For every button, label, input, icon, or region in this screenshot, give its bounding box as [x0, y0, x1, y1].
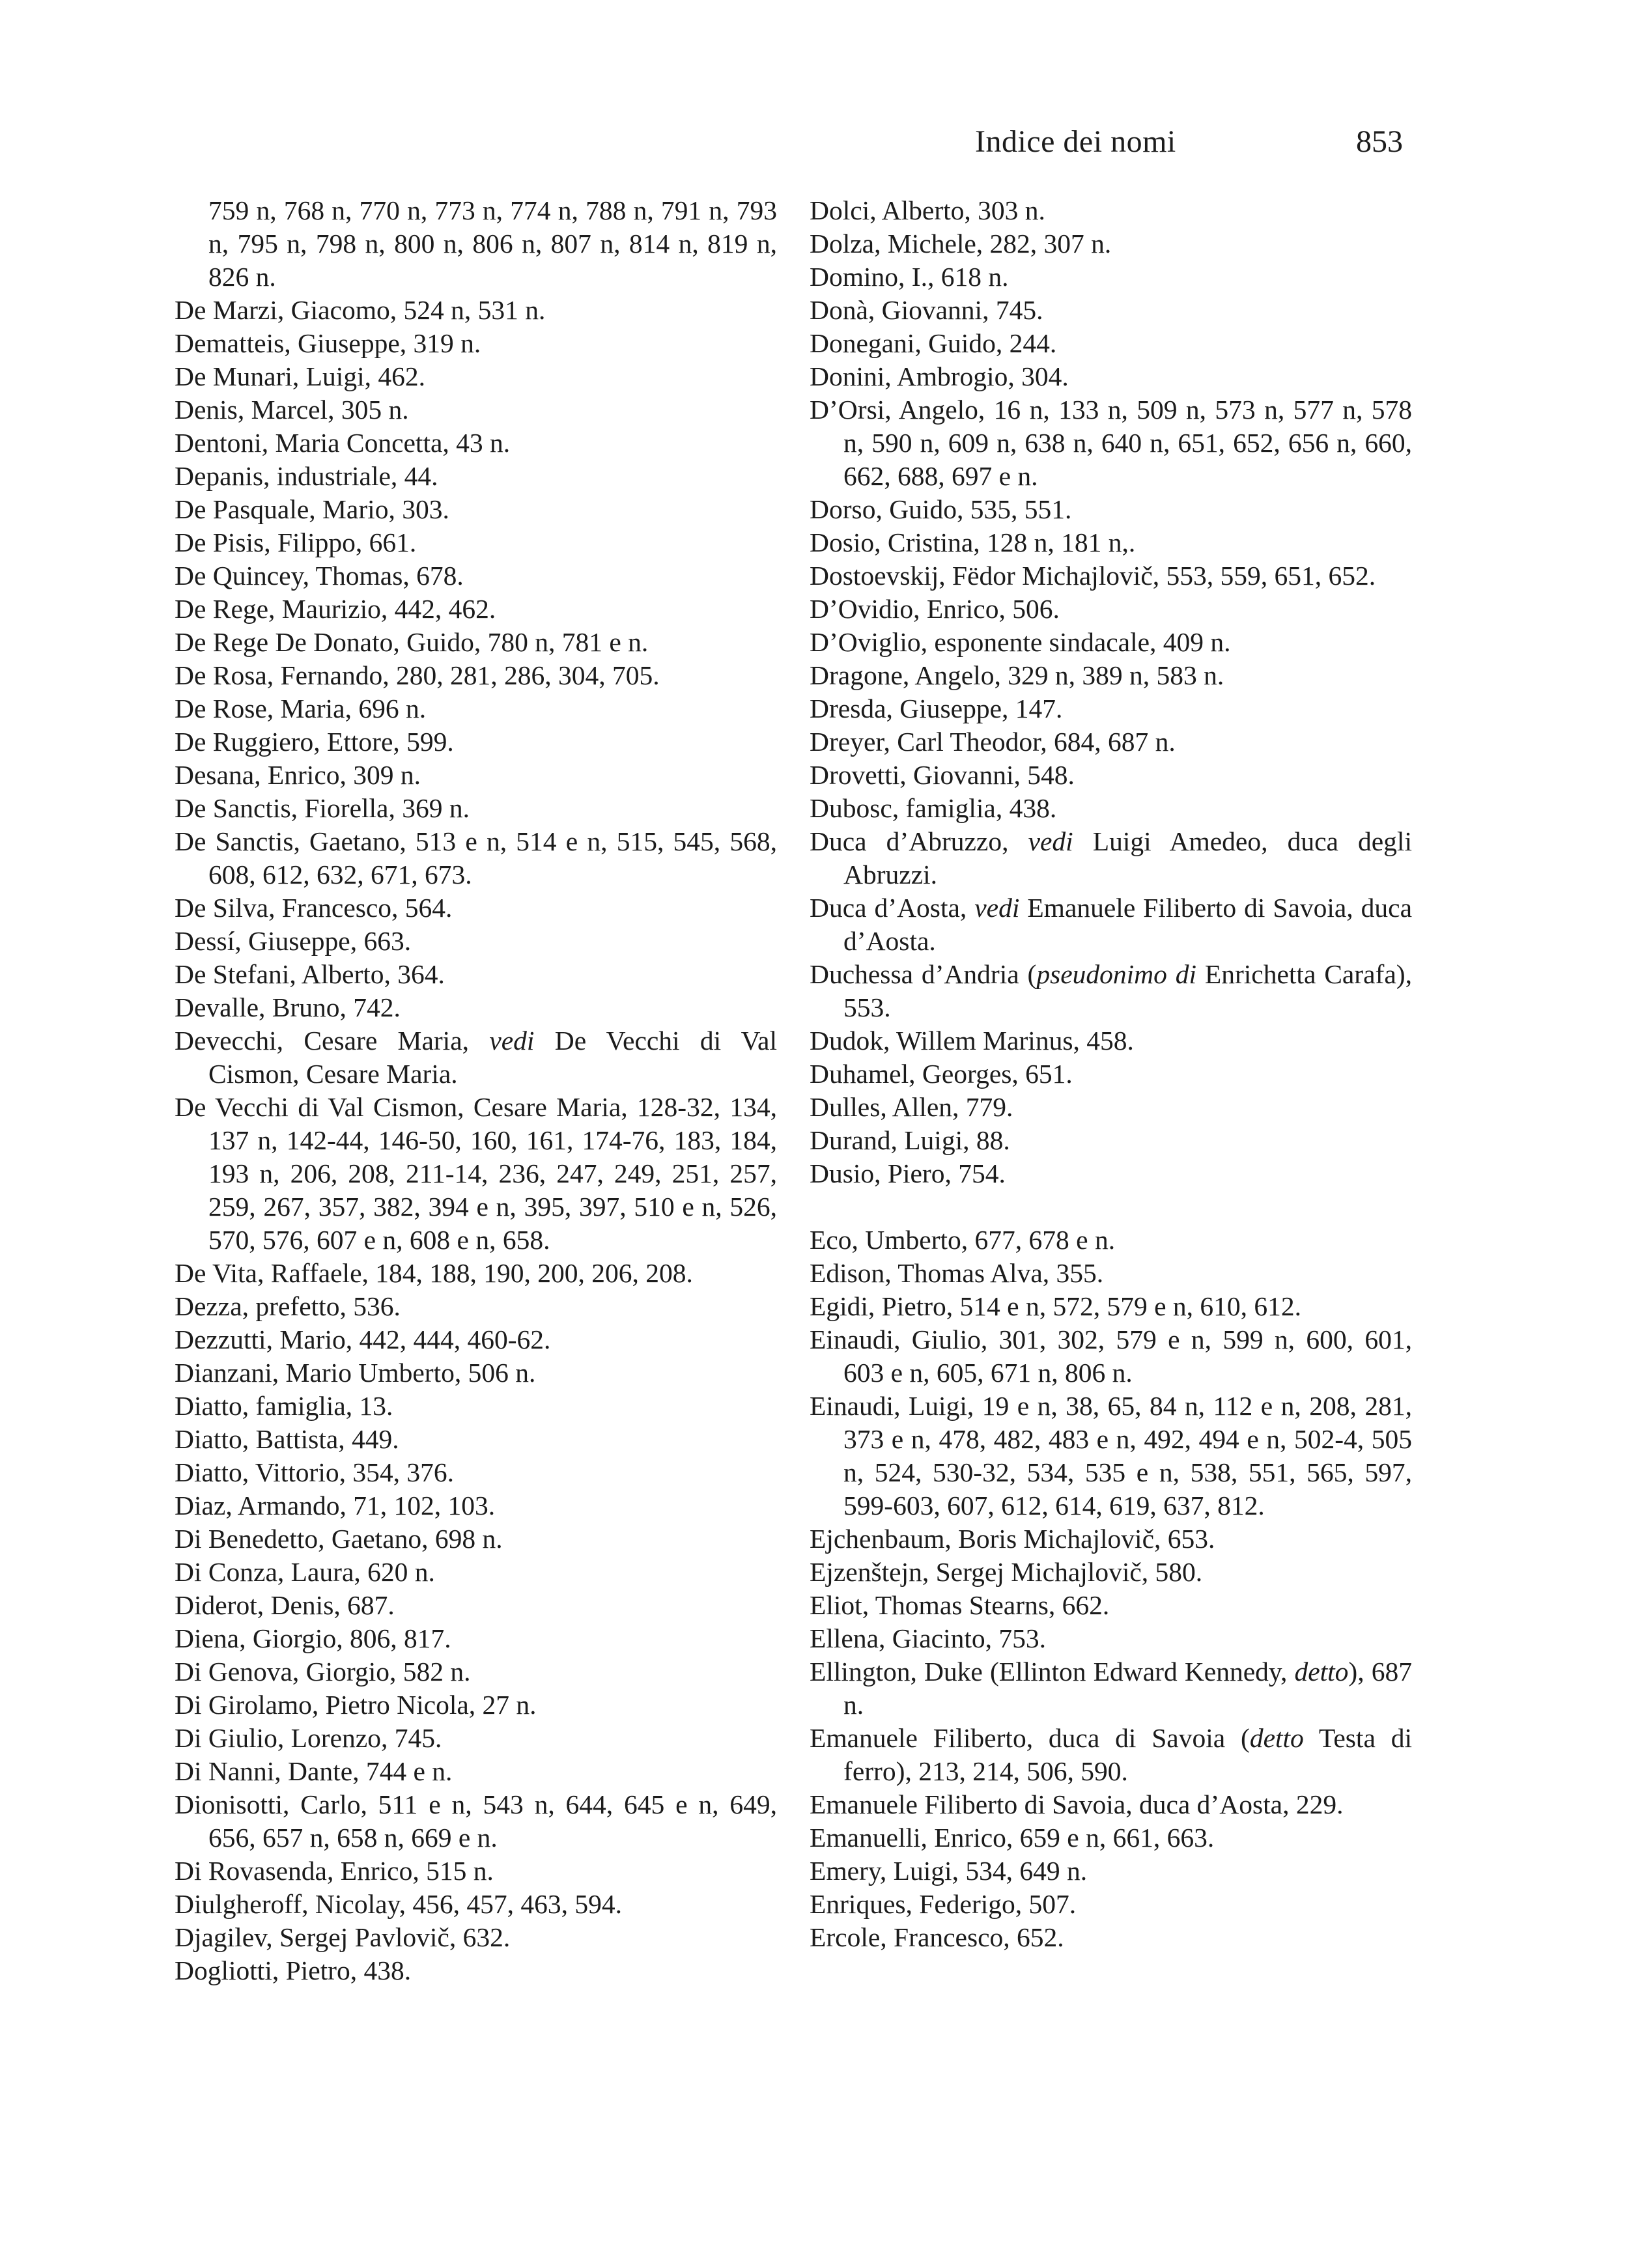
- index-entry: Donegani, Guido, 244.: [810, 328, 1057, 358]
- entry-text: Devecchi, Cesare Maria,: [175, 1026, 490, 1056]
- index-entry: De Sanctis, Fiorella, 369 n.: [175, 793, 470, 823]
- index-entry: Edison, Thomas Alva, 355.: [810, 1258, 1104, 1288]
- index-entry: Diderot, Denis, 687.: [175, 1590, 395, 1620]
- page-number: 853: [1356, 124, 1403, 159]
- index-entry: [810, 825, 1412, 891]
- index-entry: Dematteis, Giuseppe, 319 n.: [175, 328, 481, 358]
- index-entry: Dragone, Angelo, 329 n, 389 n, 583 n.: [810, 660, 1224, 690]
- index-entry: Dolci, Alberto, 303 n.: [810, 195, 1045, 225]
- index-entry: [810, 958, 1412, 1024]
- index-entry: De Stefani, Alberto, 364.: [175, 959, 445, 989]
- index-entry: D’Oviglio, esponente sindacale, 409 n.: [810, 627, 1231, 657]
- italic-reference: vedi: [489, 1026, 535, 1056]
- index-entry: Ercole, Francesco, 652.: [810, 1922, 1064, 1952]
- index-entry: Desana, Enrico, 309 n.: [175, 760, 421, 790]
- index-entry: Einaudi, Giulio, 301, 302, 579 e n, 599 n, 600, 601, 603 e n, 605, 671 n, 806 n.: [810, 1324, 1412, 1388]
- index-entry: Emery, Luigi, 534, 649 n.: [810, 1856, 1088, 1886]
- index-entry: De Rosa, Fernando, 280, 281, 286, 304, 705.: [175, 660, 660, 690]
- index-entry: Diulgheroff, Nicolay, 456, 457, 463, 594.: [175, 1889, 622, 1919]
- index-entry: Dostoevskij, Fëdor Michajlovič, 553, 559, 651, 652.: [810, 561, 1376, 591]
- index-entry: Dogliotti, Pietro, 438.: [175, 1955, 412, 1985]
- index-entry: Dusio, Piero, 754.: [810, 1158, 1006, 1188]
- index-entry: [175, 1024, 777, 1091]
- italic-reference: vedi: [974, 893, 1020, 923]
- index-entry: Diena, Giorgio, 806, 817.: [175, 1623, 451, 1653]
- index-entry: De Quincey, Thomas, 678.: [175, 561, 464, 591]
- entry-text: Duca d’Aosta,: [810, 893, 975, 923]
- index-entry: De Pisis, Filippo, 661.: [175, 527, 417, 557]
- index-entry: Dresda, Giuseppe, 147.: [810, 693, 1063, 723]
- index-entry: [810, 891, 1412, 958]
- index-entry: Diatto, famiglia, 13.: [175, 1391, 393, 1421]
- index-entry: Duhamel, Georges, 651.: [810, 1059, 1073, 1089]
- entry-text: Ellington, Duke (Ellinton Edward Kennedy,: [810, 1657, 1295, 1687]
- index-entry: D’Ovidio, Enrico, 506.: [810, 594, 1060, 624]
- index-entry: Djagilev, Sergej Pavlovič, 632.: [175, 1922, 511, 1952]
- index-entry: Eliot, Thomas Stearns, 662.: [810, 1590, 1110, 1620]
- index-entry: Depanis, industriale, 44.: [175, 461, 438, 491]
- index-entry: Emanuelli, Enrico, 659 e n, 661, 663.: [810, 1823, 1215, 1853]
- index-column-left: [175, 194, 777, 1987]
- index-entry: De Sanctis, Gaetano, 513 e n, 514 e n, 515, 545, 568, 608, 612, 632, 671, 673.: [175, 826, 777, 889]
- index-entry: Ejzenštejn, Sergej Michajlovič, 580.: [810, 1557, 1203, 1587]
- entry-text: Emanuele Filiberto di Savoia, duca d’Aosta.: [843, 893, 1412, 956]
- index-entry: Drovetti, Giovanni, 548.: [810, 760, 1075, 790]
- index-entry: [810, 1655, 1412, 1722]
- index-entry: Dudok, Willem Marinus, 458.: [810, 1026, 1134, 1056]
- index-entry: [810, 1722, 1412, 1788]
- index-entry: Dosio, Cristina, 128 n, 181 n,.: [810, 527, 1136, 557]
- index-entry: De Vita, Raffaele, 184, 188, 190, 200, 206, 208.: [175, 1258, 693, 1288]
- index-entry: Di Genova, Giorgio, 582 n.: [175, 1657, 471, 1687]
- index-entry: D’Orsi, Angelo, 16 n, 133 n, 509 n, 573 n, 577 n, 578 n, 590 n, 609 n, 638 n, 640 n, 651, 652, 656 n, 660, 662, 688, 697 e n.: [810, 395, 1412, 491]
- entry-text: Duchessa d’Andria (: [810, 959, 1037, 989]
- index-entry: Domino, I., 618 n.: [810, 262, 1009, 292]
- entry-text: Duca d’Abruzzo,: [810, 826, 1028, 856]
- index-entry: Diaz, Armando, 71, 102, 103.: [175, 1491, 496, 1520]
- index-entry: Di Conza, Laura, 620 n.: [175, 1557, 435, 1587]
- index-entry: Denis, Marcel, 305 n.: [175, 395, 409, 425]
- index-entry: Devalle, Bruno, 742.: [175, 992, 401, 1022]
- index-entry: Dreyer, Carl Theodor, 684, 687 n.: [810, 727, 1176, 757]
- index-entry: Di Rovasenda, Enrico, 515 n.: [175, 1856, 494, 1886]
- section-gap: [810, 1190, 1412, 1224]
- index-entry: Ejchenbaum, Boris Michajlovič, 653.: [810, 1524, 1215, 1554]
- index-entry: Dionisotti, Carlo, 511 e n, 543 n, 644, 645 e n, 649, 656, 657 n, 658 n, 669 e n.: [175, 1789, 777, 1853]
- index-entry: Diatto, Battista, 449.: [175, 1424, 399, 1454]
- italic-reference: pseudonimo di: [1036, 959, 1197, 989]
- index-entry: Dorso, Guido, 535, 551.: [810, 494, 1072, 524]
- index-entry: Di Girolamo, Pietro Nicola, 27 n.: [175, 1690, 537, 1720]
- index-entry: Enriques, Federigo, 507.: [810, 1889, 1077, 1919]
- index-entry: De Pasquale, Mario, 303.: [175, 494, 449, 524]
- index-entry: Di Giulio, Lorenzo, 745.: [175, 1723, 442, 1753]
- italic-reference: vedi: [1028, 826, 1073, 856]
- index-column-right: [810, 194, 1412, 1954]
- index-entry: De Vecchi di Val Cismon, Cesare Maria, 128-32, 134, 137 n, 142-44, 146-50, 160, 161, 174-76, 183, 184, 193 n, 206, 208, 211-14, 236, 247, 249, 251, 257, 259, 267, 357, 382, 394 e n, 395, 397, 510 e n, 526, 570, 576, 607 e n, 608 e n, 658.: [175, 1092, 777, 1255]
- index-entry: Donà, Giovanni, 745.: [810, 295, 1043, 325]
- index-entry: De Marzi, Giacomo, 524 n, 531 n.: [175, 295, 546, 325]
- entry-text: Emanuele Filiberto, duca di Savoia (: [810, 1723, 1250, 1753]
- index-entry: Ellena, Giacinto, 753.: [810, 1623, 1047, 1653]
- running-header: [975, 124, 1403, 176]
- italic-reference: detto: [1294, 1657, 1349, 1687]
- entry-text: ), 687 n.: [843, 1657, 1412, 1720]
- index-entry: De Munari, Luigi, 462.: [175, 361, 425, 391]
- index-entry: Diatto, Vittorio, 354, 376.: [175, 1457, 455, 1487]
- index-entry: Egidi, Pietro, 514 e n, 572, 579 e n, 610, 612.: [810, 1291, 1302, 1321]
- entry-text: Enrichetta Carafa), 553.: [843, 959, 1412, 1022]
- index-entry: Di Nanni, Dante, 744 e n.: [175, 1756, 453, 1786]
- entry-text: Luigi Amedeo, duca degli Abruzzi.: [843, 826, 1412, 889]
- index-entry: Dulles, Allen, 779.: [810, 1092, 1013, 1122]
- index-entry: Eco, Umberto, 677, 678 e n.: [810, 1225, 1116, 1255]
- index-entry: Dentoni, Maria Concetta, 43 n.: [175, 428, 511, 458]
- index-entry: Donini, Ambrogio, 304.: [810, 361, 1069, 391]
- index-entry: Einaudi, Luigi, 19 e n, 38, 65, 84 n, 112 e n, 208, 281, 373 e n, 478, 482, 483 e n, 492, 494 e n, 502-4, 505 n, 524, 530-32, 534, 535 e n, 538, 551, 565, 597, 599-603, 607, 612, 614, 619, 637, 812.: [810, 1391, 1412, 1520]
- index-entry: Durand, Luigi, 88.: [810, 1125, 1010, 1155]
- index-entry: Di Benedetto, Gaetano, 698 n.: [175, 1524, 503, 1554]
- index-entry: Dessí, Giuseppe, 663.: [175, 926, 412, 956]
- entry-text: De Vecchi di Val Cismon, Cesare Maria.: [208, 1026, 777, 1089]
- index-entry: De Rege, Maurizio, 442, 462.: [175, 594, 496, 624]
- index-entry: De Silva, Francesco, 564.: [175, 893, 453, 923]
- index-entry: 759 n, 768 n, 770 n, 773 n, 774 n, 788 n, 791 n, 793 n, 795 n, 798 n, 800 n, 806 n, 807 n, 814 n, 819 n, 826 n.: [208, 195, 777, 292]
- index-entry: De Rose, Maria, 696 n.: [175, 693, 427, 723]
- index-entry: Emanuele Filiberto di Savoia, duca d’Aosta, 229.: [810, 1789, 1344, 1819]
- index-entry: Dezza, prefetto, 536.: [175, 1291, 401, 1321]
- index-entry: Dezzutti, Mario, 442, 444, 460-62.: [175, 1324, 551, 1354]
- index-entry: De Ruggiero, Ettore, 599.: [175, 727, 454, 757]
- index-entry: De Rege De Donato, Guido, 780 n, 781 e n.: [175, 627, 649, 657]
- running-title: Indice dei nomi: [975, 124, 1176, 159]
- index-entry: Dubosc, famiglia, 438.: [810, 793, 1057, 823]
- italic-reference: detto: [1249, 1723, 1304, 1753]
- entry-text: Testa di ferro), 213, 214, 506, 590.: [843, 1723, 1412, 1786]
- index-entry: Dianzani, Mario Umberto, 506 n.: [175, 1358, 536, 1388]
- index-entry: Dolza, Michele, 282, 307 n.: [810, 229, 1112, 259]
